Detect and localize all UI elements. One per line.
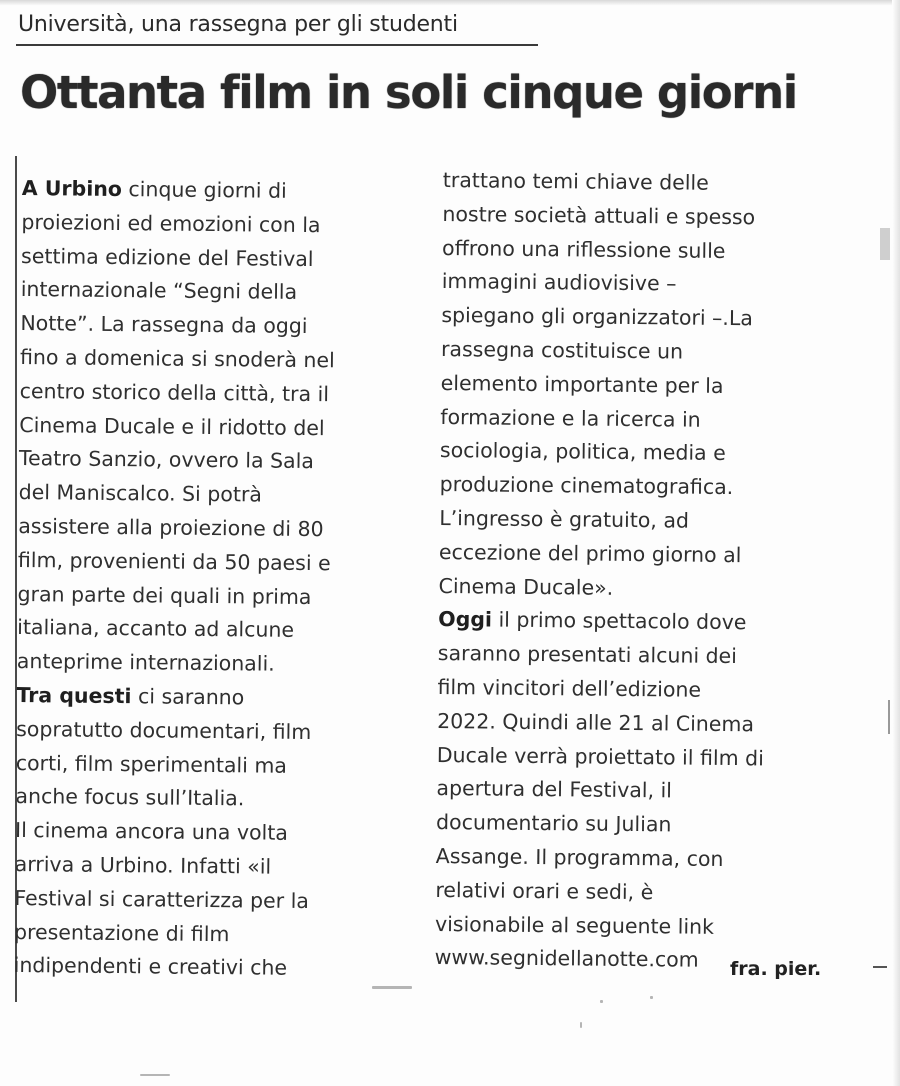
body-line [438,637,765,674]
body-text: anteprime internazionali. [16,649,275,676]
body-line [16,747,331,784]
body-line [439,536,766,573]
body-line [19,442,334,479]
body-text: corti, film sperimentali ma [15,750,288,778]
body-text: presentazione di film [13,919,230,946]
scan-top-edge [0,0,900,6]
body-text: assistere alla proiezione di 80 [18,513,324,542]
scan-margin-mark [880,228,890,260]
body-text: film vincitori dell’edizione [437,674,702,702]
body-line [442,265,769,302]
body-line [14,949,329,986]
scan-margin-tick [888,700,890,734]
body-line [437,705,764,742]
body-line [20,341,335,378]
body-text: trattano temi chiave delle [442,167,709,195]
body-text: produzione cinematografica. [439,472,734,500]
body-line [14,882,329,919]
body-line [16,679,331,716]
paragraph-lead: Tra questi [16,682,132,709]
body-text: elemento importante per la [440,370,724,398]
body-text: italiana, accanto ad alcune [17,615,295,643]
body-line [20,307,335,344]
body-text: film, provenienti da 50 paesi e [17,547,331,576]
body-line [435,907,762,944]
body-text: Cinema Ducale e il ridotto del [19,412,325,440]
body-text: formazione e la ricerca in [440,404,701,432]
body-text: centro storico della città, tra il [19,378,330,407]
body-line [15,848,330,885]
body-line [435,874,762,911]
body-line [19,409,334,446]
body-text: www.segnidellanotte.com [434,945,699,973]
body-line [443,164,770,201]
body-line [17,578,332,615]
body-line [21,240,336,277]
body-text: sopratutto documentari, film [16,716,312,744]
body-text: settima edizione del Festival [20,243,314,271]
body-line [22,172,337,209]
body-line [441,333,768,370]
body-line [436,806,763,843]
article-body-left-column [14,172,337,986]
body-text: apertura del Festival, il [436,776,673,803]
scan-speck [580,1022,582,1028]
body-text: cinque giorni di [121,177,287,203]
body-line [436,772,763,809]
body-line [18,544,333,581]
body-text: gran parte dei quali in prima [17,581,312,609]
body-text: Notte”. La rassegna da oggi [20,311,308,339]
body-line [437,671,764,708]
body-line [439,502,766,539]
body-line [18,510,333,547]
body-text: offrono una riflessione sulle [441,235,726,263]
body-line [15,814,330,851]
body-text: spiegano gli organizzatori –.La [441,303,754,331]
body-text: indipendenti e creativi che [13,953,288,981]
body-text: eccezione del primo giorno al [438,539,742,567]
body-line [435,941,762,978]
body-text: sociologia, politica, media e [439,438,726,466]
body-text: internazionale “Segni della [20,277,298,305]
body-line [17,645,332,682]
body-text: ci saranno [131,684,245,710]
body-text: fino a domenica si snoderà nel [19,344,335,373]
scan-right-edge [892,0,900,1086]
body-text: del Maniscalco. Si potrà [18,480,263,507]
body-line [18,476,333,513]
body-line [438,603,765,640]
body-text: L’ingresso è gratuito, ad [439,505,690,533]
body-line [16,713,331,750]
body-line [439,468,766,505]
scan-speck [372,986,412,989]
body-text: Assange. Il programma, con [435,843,724,871]
scan-speck [650,996,653,999]
scan-speck [600,1000,603,1003]
scan-speck [140,1074,170,1076]
body-line [440,401,767,438]
body-line [21,273,336,310]
article-body-right-column [435,164,771,979]
body-text: proiezioni ed emozioni con la [21,209,321,237]
body-text: Festival si caratterizza per la [14,885,310,913]
body-line [17,611,332,648]
paragraph-lead: Oggi [438,607,493,632]
body-text: saranno presentati alcuni dei [437,641,738,669]
author-signature: fra. pier. [730,958,822,980]
body-line [20,375,335,412]
paragraph-lead: A Urbino [21,175,123,202]
body-line [21,206,336,243]
body-line [14,915,329,952]
body-line [437,739,764,776]
end-dash [873,966,887,968]
body-text: arriva a Urbino. Infatti «il [14,851,272,879]
body-text: documentario su Julian [435,810,672,837]
body-text: il primo spettacolo dove [491,607,747,635]
body-text: nostre società attuali e spesso [442,201,756,230]
body-text: Il cinema ancora una volta [14,818,289,845]
body-line [436,840,763,877]
article-headline: Ottanta film in soli cinque giorni [20,66,797,119]
body-line [441,367,768,404]
body-text: relativi orari e sedi, è [435,877,654,904]
article-kicker: Università, una rassegna per gli studenti [18,12,458,37]
body-text: rassegna costituisce un [440,336,684,364]
kicker-underline [16,44,538,46]
body-text: immagini audiovisive – [441,269,677,296]
body-text: 2022. Quindi alle 21 al Cinema [437,708,755,737]
body-line [442,232,769,269]
body-line [442,198,769,235]
body-line [441,299,768,336]
body-line [438,570,765,607]
body-text: Cinema Ducale». [438,573,614,600]
body-line [15,780,330,817]
body-text: visionabile al seguente link [434,911,715,939]
body-text: anche focus sull’Italia. [15,784,245,811]
body-line [440,434,767,471]
body-text: Ducale verrà proiettato il film di [436,742,764,770]
body-text: Teatro Sanzio, ovvero la Sala [18,446,315,474]
